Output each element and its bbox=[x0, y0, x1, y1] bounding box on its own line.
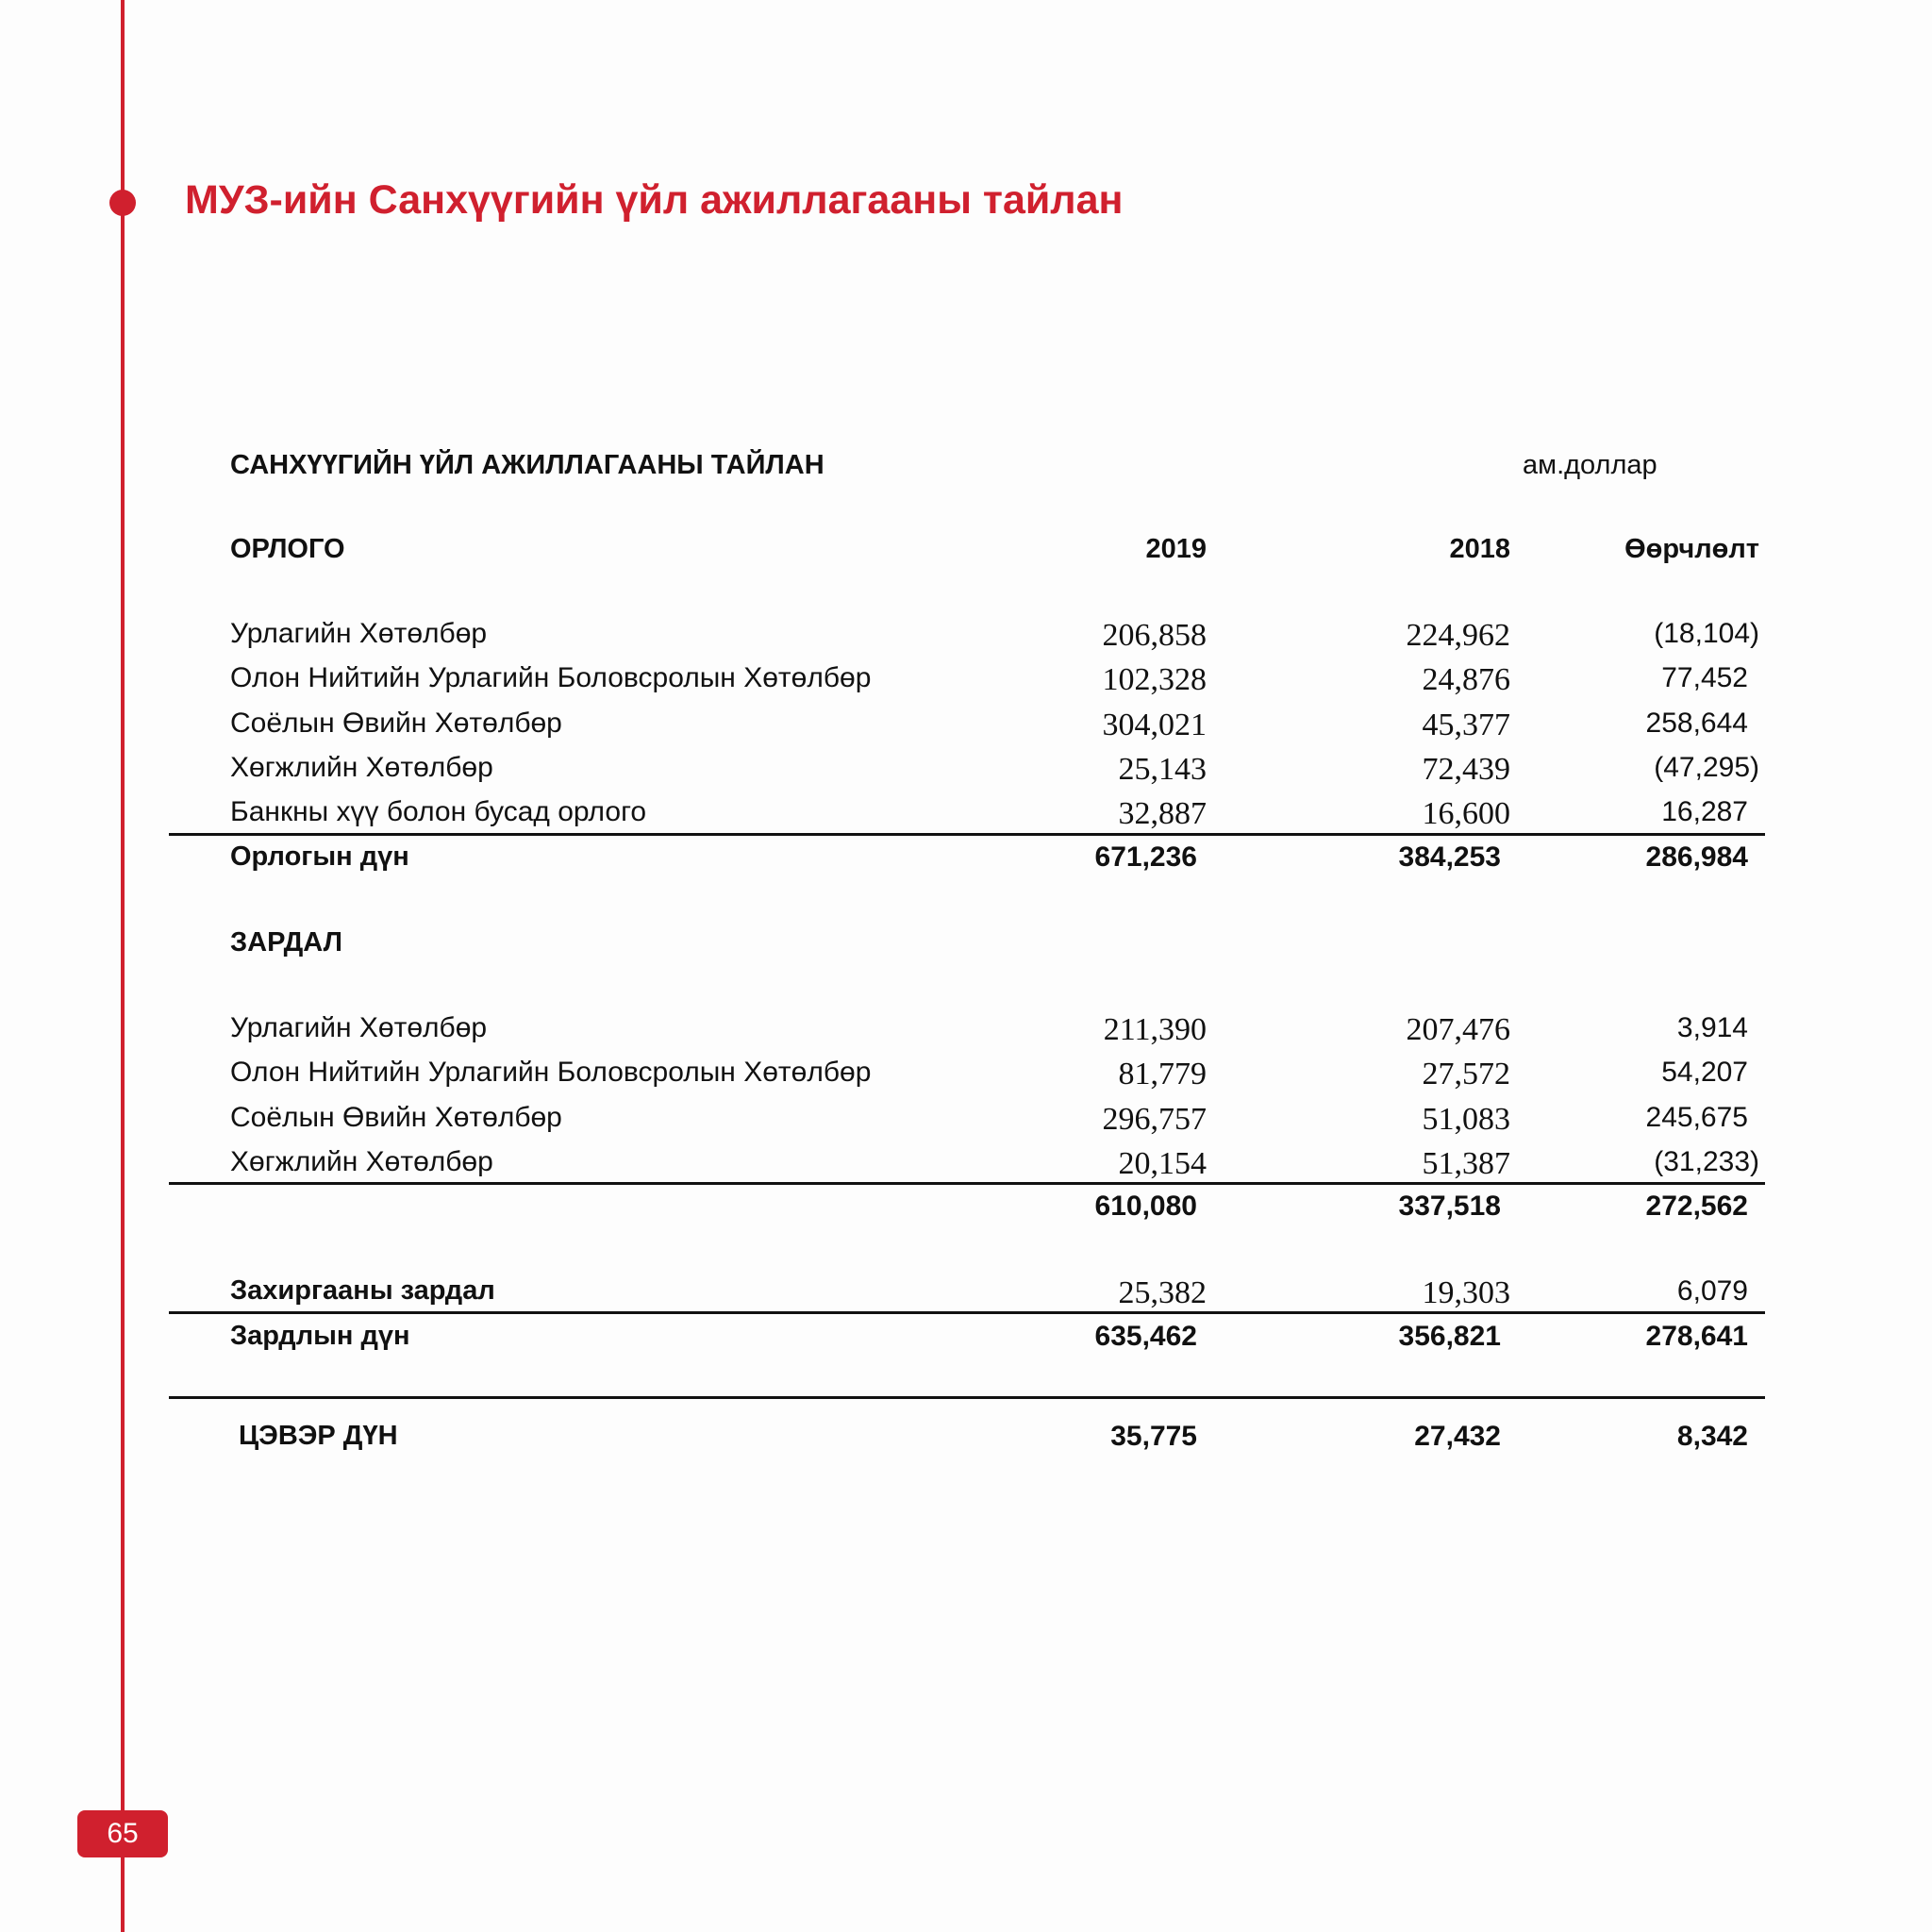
value-2018: 207,476 bbox=[1406, 1012, 1510, 1047]
currency-units: ам.доллар bbox=[1523, 450, 1657, 480]
total-2018: 384,253 bbox=[1398, 841, 1501, 873]
expense-row bbox=[0, 1102, 1932, 1143]
net-result-rule bbox=[169, 1396, 1765, 1399]
page-margin-line bbox=[121, 0, 125, 1932]
row-label: Урлагийн Хөтөлбөр bbox=[230, 618, 488, 649]
value-2018: 45,377 bbox=[1422, 708, 1510, 742]
column-header-2018: 2018 bbox=[1449, 534, 1510, 564]
total-change: 286,984 bbox=[1645, 841, 1748, 873]
value-2018: 51,083 bbox=[1422, 1102, 1510, 1137]
value-2019: 32,887 bbox=[1118, 796, 1207, 831]
subtotal-change: 272,562 bbox=[1645, 1191, 1748, 1222]
value-change: 6,079 bbox=[1676, 1275, 1748, 1307]
value-change: 245,675 bbox=[1645, 1102, 1748, 1133]
value-2018: 16,600 bbox=[1422, 796, 1510, 831]
value-2019: 304,021 bbox=[1102, 708, 1207, 742]
expenses-subtotal-row bbox=[0, 1191, 1932, 1232]
expenses-total-rule bbox=[169, 1311, 1765, 1314]
row-label: Захиргааны зардал bbox=[230, 1275, 495, 1306]
income-row bbox=[0, 796, 1932, 838]
net-label: ЦЭВЭР ДҮН bbox=[239, 1421, 398, 1451]
value-change: 54,207 bbox=[1661, 1057, 1748, 1088]
value-2019: 211,390 bbox=[1103, 1012, 1207, 1047]
income-section-title: ОРЛОГО bbox=[230, 534, 345, 564]
value-2018: 224,962 bbox=[1406, 618, 1510, 653]
row-label: Банкны хүү болон бусад орлого bbox=[230, 796, 647, 827]
value-change: (31,233) bbox=[1654, 1146, 1759, 1177]
row-label: Соёлын Өвийн Хөтөлбөр bbox=[230, 1102, 562, 1133]
income-total-row bbox=[0, 841, 1932, 883]
statement-heading: САНХҮҮГИЙН ҮЙЛ АЖИЛЛАГААНЫ ТАЙЛАН bbox=[230, 450, 824, 480]
value-change: 3,914 bbox=[1676, 1012, 1748, 1043]
net-2019: 35,775 bbox=[1110, 1421, 1197, 1452]
value-2019: 81,779 bbox=[1118, 1057, 1207, 1091]
value-2019: 296,757 bbox=[1102, 1102, 1207, 1137]
value-2018: 72,439 bbox=[1422, 752, 1510, 787]
income-total-rule bbox=[169, 833, 1765, 836]
value-2019: 102,328 bbox=[1102, 662, 1207, 697]
row-label: Олон Нийтийн Урлагийн Боловсролын Хөтөлбөр bbox=[230, 662, 872, 693]
value-2019: 25,382 bbox=[1118, 1275, 1207, 1310]
subtotal-2019: 610,080 bbox=[1094, 1191, 1197, 1222]
row-label: Соёлын Өвийн Хөтөлбөр bbox=[230, 708, 562, 739]
value-change: (47,295) bbox=[1654, 752, 1759, 783]
row-label: Урлагийн Хөтөлбөр bbox=[230, 1012, 488, 1043]
subtotal-2018: 337,518 bbox=[1398, 1191, 1501, 1222]
value-change: 258,644 bbox=[1645, 708, 1748, 739]
total-change: 278,641 bbox=[1645, 1321, 1748, 1352]
value-2018: 51,387 bbox=[1422, 1146, 1510, 1181]
value-2018: 27,572 bbox=[1422, 1057, 1510, 1091]
value-change: (18,104) bbox=[1654, 618, 1759, 649]
value-2019: 25,143 bbox=[1118, 752, 1207, 787]
total-2019: 635,462 bbox=[1094, 1321, 1197, 1352]
net-2018: 27,432 bbox=[1414, 1421, 1501, 1452]
expenses-subtotal-rule bbox=[169, 1182, 1765, 1185]
value-change: 77,452 bbox=[1661, 662, 1748, 693]
income-row bbox=[0, 708, 1932, 749]
total-2019: 671,236 bbox=[1094, 841, 1197, 873]
expense-row bbox=[0, 1012, 1932, 1054]
net-change: 8,342 bbox=[1676, 1421, 1748, 1452]
page-number-badge: 65 bbox=[77, 1810, 168, 1857]
expenses-section-title: ЗАРДАЛ bbox=[230, 927, 342, 958]
row-label: Хөгжлийн Хөтөлбөр bbox=[230, 1146, 493, 1177]
value-2018: 24,876 bbox=[1422, 662, 1510, 697]
income-row bbox=[0, 752, 1932, 793]
title-marker-dot bbox=[109, 190, 136, 216]
total-label: Зардлын дүн bbox=[230, 1321, 410, 1351]
income-row bbox=[0, 618, 1932, 659]
row-label: Хөгжлийн Хөтөлбөр bbox=[230, 752, 493, 783]
expenses-total-row bbox=[0, 1321, 1932, 1362]
column-header-change: Өөрчлөлт bbox=[1624, 534, 1759, 564]
row-label: Олон Нийтийн Урлагийн Боловсролын Хөтөлбөр bbox=[230, 1057, 872, 1088]
column-header-2019: 2019 bbox=[1145, 534, 1207, 564]
value-2019: 206,858 bbox=[1102, 618, 1207, 653]
value-2018: 19,303 bbox=[1422, 1275, 1510, 1310]
page-title: МУЗ-ийн Санхүүгийн үйл ажиллагааны тайлан bbox=[185, 177, 1124, 223]
value-change: 16,287 bbox=[1661, 796, 1748, 827]
value-2019: 20,154 bbox=[1118, 1146, 1207, 1181]
income-row bbox=[0, 662, 1932, 704]
total-2018: 356,821 bbox=[1398, 1321, 1501, 1352]
expense-row bbox=[0, 1057, 1932, 1098]
net-result-row bbox=[0, 1421, 1932, 1462]
total-label: Орлогын дүн bbox=[230, 841, 409, 872]
